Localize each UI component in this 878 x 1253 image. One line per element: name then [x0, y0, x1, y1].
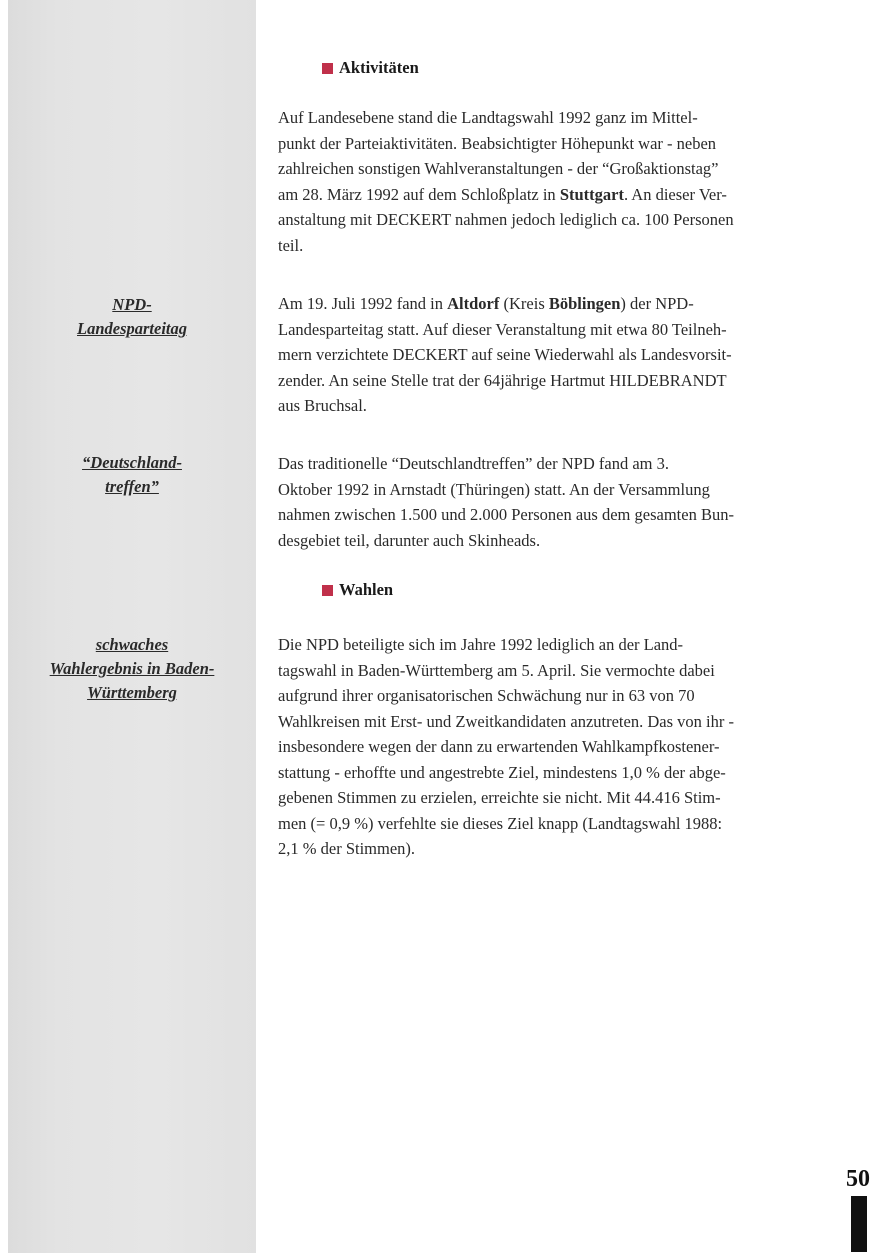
side-note-line: Landesparteitag — [77, 319, 187, 338]
side-note-line: Wahlergebnis in Baden- — [49, 659, 215, 678]
section-heading-text: Wahlen — [339, 580, 394, 599]
text-line: tagswahl in Baden-Württemberg am 5. April. Sie vermochte dabei — [278, 660, 715, 680]
side-note-wahlergebnis — [8, 633, 256, 705]
text-line: insbesondere wegen der dann zu erwartenden Wahlkampfkostener- — [278, 737, 720, 756]
paragraph-landesparteitag — [278, 291, 818, 419]
text-line: Landesparteitag statt. Auf dieser Veranstaltung mit etwa 80 Teilneh- — [278, 319, 727, 339]
text-line: Auf Landesebene stand die Landtagswahl 1992 ganz im Mittel- — [278, 108, 698, 127]
text-line: Wahlkreisen mit Erst- und Zweitkandidaten anzutreten. Das von ihr - — [278, 711, 734, 731]
text-line: zahlreichen sonstigen Wahlveranstaltungen - der “Großaktionstag” — [278, 159, 719, 178]
side-note-deutschlandtreffen — [8, 451, 256, 499]
text-line: men (= 0,9 %) verfehlte sie dieses Ziel knapp (Landtagswahl 1988: — [278, 813, 723, 833]
side-note-landesparteitag — [8, 293, 256, 341]
square-bullet-icon — [322, 585, 333, 596]
section-heading-aktivitaeten — [322, 58, 419, 78]
section-heading-wahlen — [322, 580, 393, 600]
side-note-line: Württemberg — [87, 683, 177, 702]
text-line: Oktober 1992 in Arnstadt (Thüringen) statt. An der Versammlung — [278, 479, 710, 499]
text-line: gebenen Stimmen zu erzielen, erreichte sie nicht. Mit 44.416 Stim- — [278, 788, 721, 807]
text-line: stattung - erhoffte und angestrebte Ziel, mindestens 1,0 % der abge- — [278, 762, 726, 782]
paragraph-deutschlandtreffen — [278, 451, 818, 553]
text-line: zender. An seine Stelle trat der 64jährige Hartmut HILDEBRANDT — [278, 370, 727, 390]
text-line: Das traditionelle “Deutschlandtreffen” der NPD fand am 3. — [278, 454, 669, 473]
text-line: anstaltung mit DECKERT nahmen jedoch lediglich ca. 100 Personen — [278, 210, 734, 229]
side-note-line: treffen” — [105, 477, 159, 496]
text-line: teil. — [278, 235, 304, 255]
text-line: am 28. März 1992 auf dem Schloßplatz in Stuttgart. An dieser Ver- — [278, 184, 727, 204]
paragraph-landtagswahl — [278, 105, 818, 258]
edge-marker — [851, 1196, 867, 1252]
text-line: punkt der Parteiaktivitäten. Beabsichtigter Höhepunkt war - neben — [278, 133, 717, 153]
paragraph-wahlen — [278, 632, 818, 862]
text-line: Am 19. Juli 1992 fand in Altdorf (Kreis Böblingen) der NPD- — [278, 294, 694, 313]
text-line: aus Bruchsal. — [278, 396, 367, 415]
page-number: 50 — [846, 1166, 870, 1192]
text-line: desgebiet teil, darunter auch Skinheads. — [278, 530, 541, 550]
text-line: 2,1 % der Stimmen). — [278, 839, 416, 858]
margin-sidebar — [8, 0, 256, 1253]
side-note-line: “Deutschland- — [82, 453, 182, 472]
section-heading-text: Aktivitäten — [339, 58, 419, 77]
side-note-line: schwaches — [95, 635, 169, 654]
text-line: mern verzichtete DECKERT auf seine Wiederwahl als Landesvorsit- — [278, 345, 732, 364]
text-line: Die NPD beteiligte sich im Jahre 1992 lediglich an der Land- — [278, 635, 684, 654]
text-line: aufgrund ihrer organisatorischen Schwächung nur in 63 von 70 — [278, 686, 695, 705]
side-note-line: NPD- — [112, 295, 152, 314]
square-bullet-icon — [322, 63, 333, 74]
text-line: nahmen zwischen 1.500 und 2.000 Personen aus dem gesamten Bun- — [278, 505, 734, 524]
